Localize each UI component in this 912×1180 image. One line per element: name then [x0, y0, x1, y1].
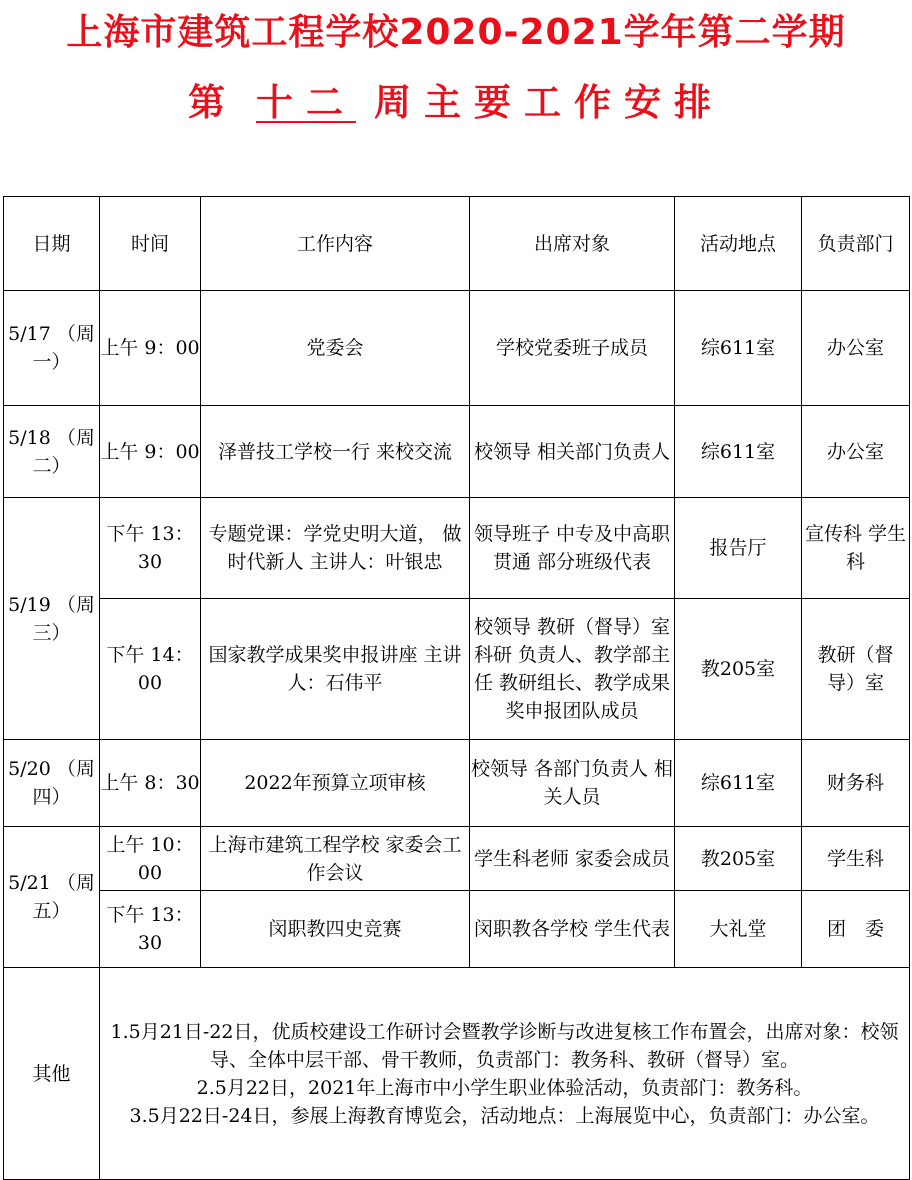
other-note-item: 3.5月22日-24日，参展上海教育博览会，活动地点：上海展览中心，负责部门：办公室。 [129, 1104, 880, 1127]
content-cell: 2022年预算立项审核 [201, 740, 470, 827]
date-cell: 5/17 （周一） [4, 291, 100, 406]
content-cell: 上海市建筑工程学校 家委会工作会议 [201, 827, 470, 891]
content-cell: 党委会 [201, 291, 470, 406]
time-cell: 下午 13：30 [100, 498, 201, 599]
time-cell: 下午 14：00 [100, 599, 201, 740]
attendees-cell: 学生科老师 家委会成员 [470, 827, 675, 891]
subtitle-prefix: 第 [188, 81, 238, 124]
content-cell: 泽普技工学校一行 来校交流 [201, 406, 470, 498]
table-row [4, 599, 910, 740]
content-cell: 专题党课：学党史明大道， 做时代新人 主讲人：叶银忠 [201, 498, 470, 599]
date-cell: 5/19 （周三） [4, 498, 100, 740]
location-cell: 大礼堂 [675, 891, 802, 968]
dept-cell: 宣传科 学生科 [802, 498, 910, 599]
header-row [4, 197, 910, 291]
table-row [4, 740, 910, 827]
dept-cell: 办公室 [802, 291, 910, 406]
other-notes [100, 968, 910, 1180]
dept-cell: 办公室 [802, 406, 910, 498]
other-row [4, 968, 910, 1180]
location-cell: 综611室 [675, 406, 802, 498]
table-row [4, 891, 910, 968]
header-dept: 负责部门 [802, 197, 910, 291]
time-cell: 上午 8：30 [100, 740, 201, 827]
location-cell: 综611室 [675, 291, 802, 406]
document-title: 上海市建筑工程学校2020-2021学年第二学期 [66, 12, 846, 53]
time-cell: 上午 9：00 [100, 406, 201, 498]
header-content: 工作内容 [201, 197, 470, 291]
header-attendees: 出席对象 [470, 197, 675, 291]
date-cell: 5/20 （周四） [4, 740, 100, 827]
table-row [4, 827, 910, 891]
date-cell: 5/21 （周五） [4, 827, 100, 968]
other-note-item: 2.5月22日，2021年上海市中小学生职业体验活动，负责部门：教务科。 [196, 1076, 813, 1099]
time-cell: 下午 13：30 [100, 891, 201, 968]
table-row [4, 406, 910, 498]
dept-cell: 财务科 [802, 740, 910, 827]
dept-cell: 学生科 [802, 827, 910, 891]
date-cell: 5/18 （周二） [4, 406, 100, 498]
schedule-table [3, 196, 910, 1180]
dept-cell: 教研（督 导）室 [802, 599, 910, 740]
attendees-cell: 校领导 教研（督导）室科研 负责人、教学部主任 教研组长、教学成果 奖申报团队成员 [470, 599, 675, 740]
other-note-item: 1.5月21日-22日，优质校建设工作研讨会暨教学诊断与改进复核工作布置会，出席对象：校领导、全体中层干部、骨干教师，负责部门：教务科、教研（督导）室。 [110, 1020, 899, 1071]
subtitle-suffix: 周主要工作安排 [374, 81, 724, 124]
attendees-cell: 校领导 各部门负责人 相关人员 [470, 740, 675, 827]
location-cell: 教205室 [675, 599, 802, 740]
content-cell: 国家教学成果奖申报讲座 主讲人：石伟平 [201, 599, 470, 740]
time-cell: 上午 9：00 [100, 291, 201, 406]
content-cell: 闵职教四史竞赛 [201, 891, 470, 968]
header-location: 活动地点 [675, 197, 802, 291]
attendees-cell: 领导班子 中专及中高职贯通 部分班级代表 [470, 498, 675, 599]
location-cell: 综611室 [675, 740, 802, 827]
location-cell: 教205室 [675, 827, 802, 891]
table-row [4, 498, 910, 599]
header-date: 日期 [4, 197, 100, 291]
location-cell: 报告厅 [675, 498, 802, 599]
attendees-cell: 学校党委班子成员 [470, 291, 675, 406]
time-cell: 上午 10：00 [100, 827, 201, 891]
document-subtitle [0, 72, 912, 126]
header-time: 时间 [100, 197, 201, 291]
attendees-cell: 校领导 相关部门负责人 [470, 406, 675, 498]
table-row [4, 291, 910, 406]
week-number: 十二 [256, 81, 356, 124]
attendees-cell: 闵职教各学校 学生代表 [470, 891, 675, 968]
other-label: 其他 [4, 968, 100, 1180]
dept-cell: 团 委 [802, 891, 910, 968]
